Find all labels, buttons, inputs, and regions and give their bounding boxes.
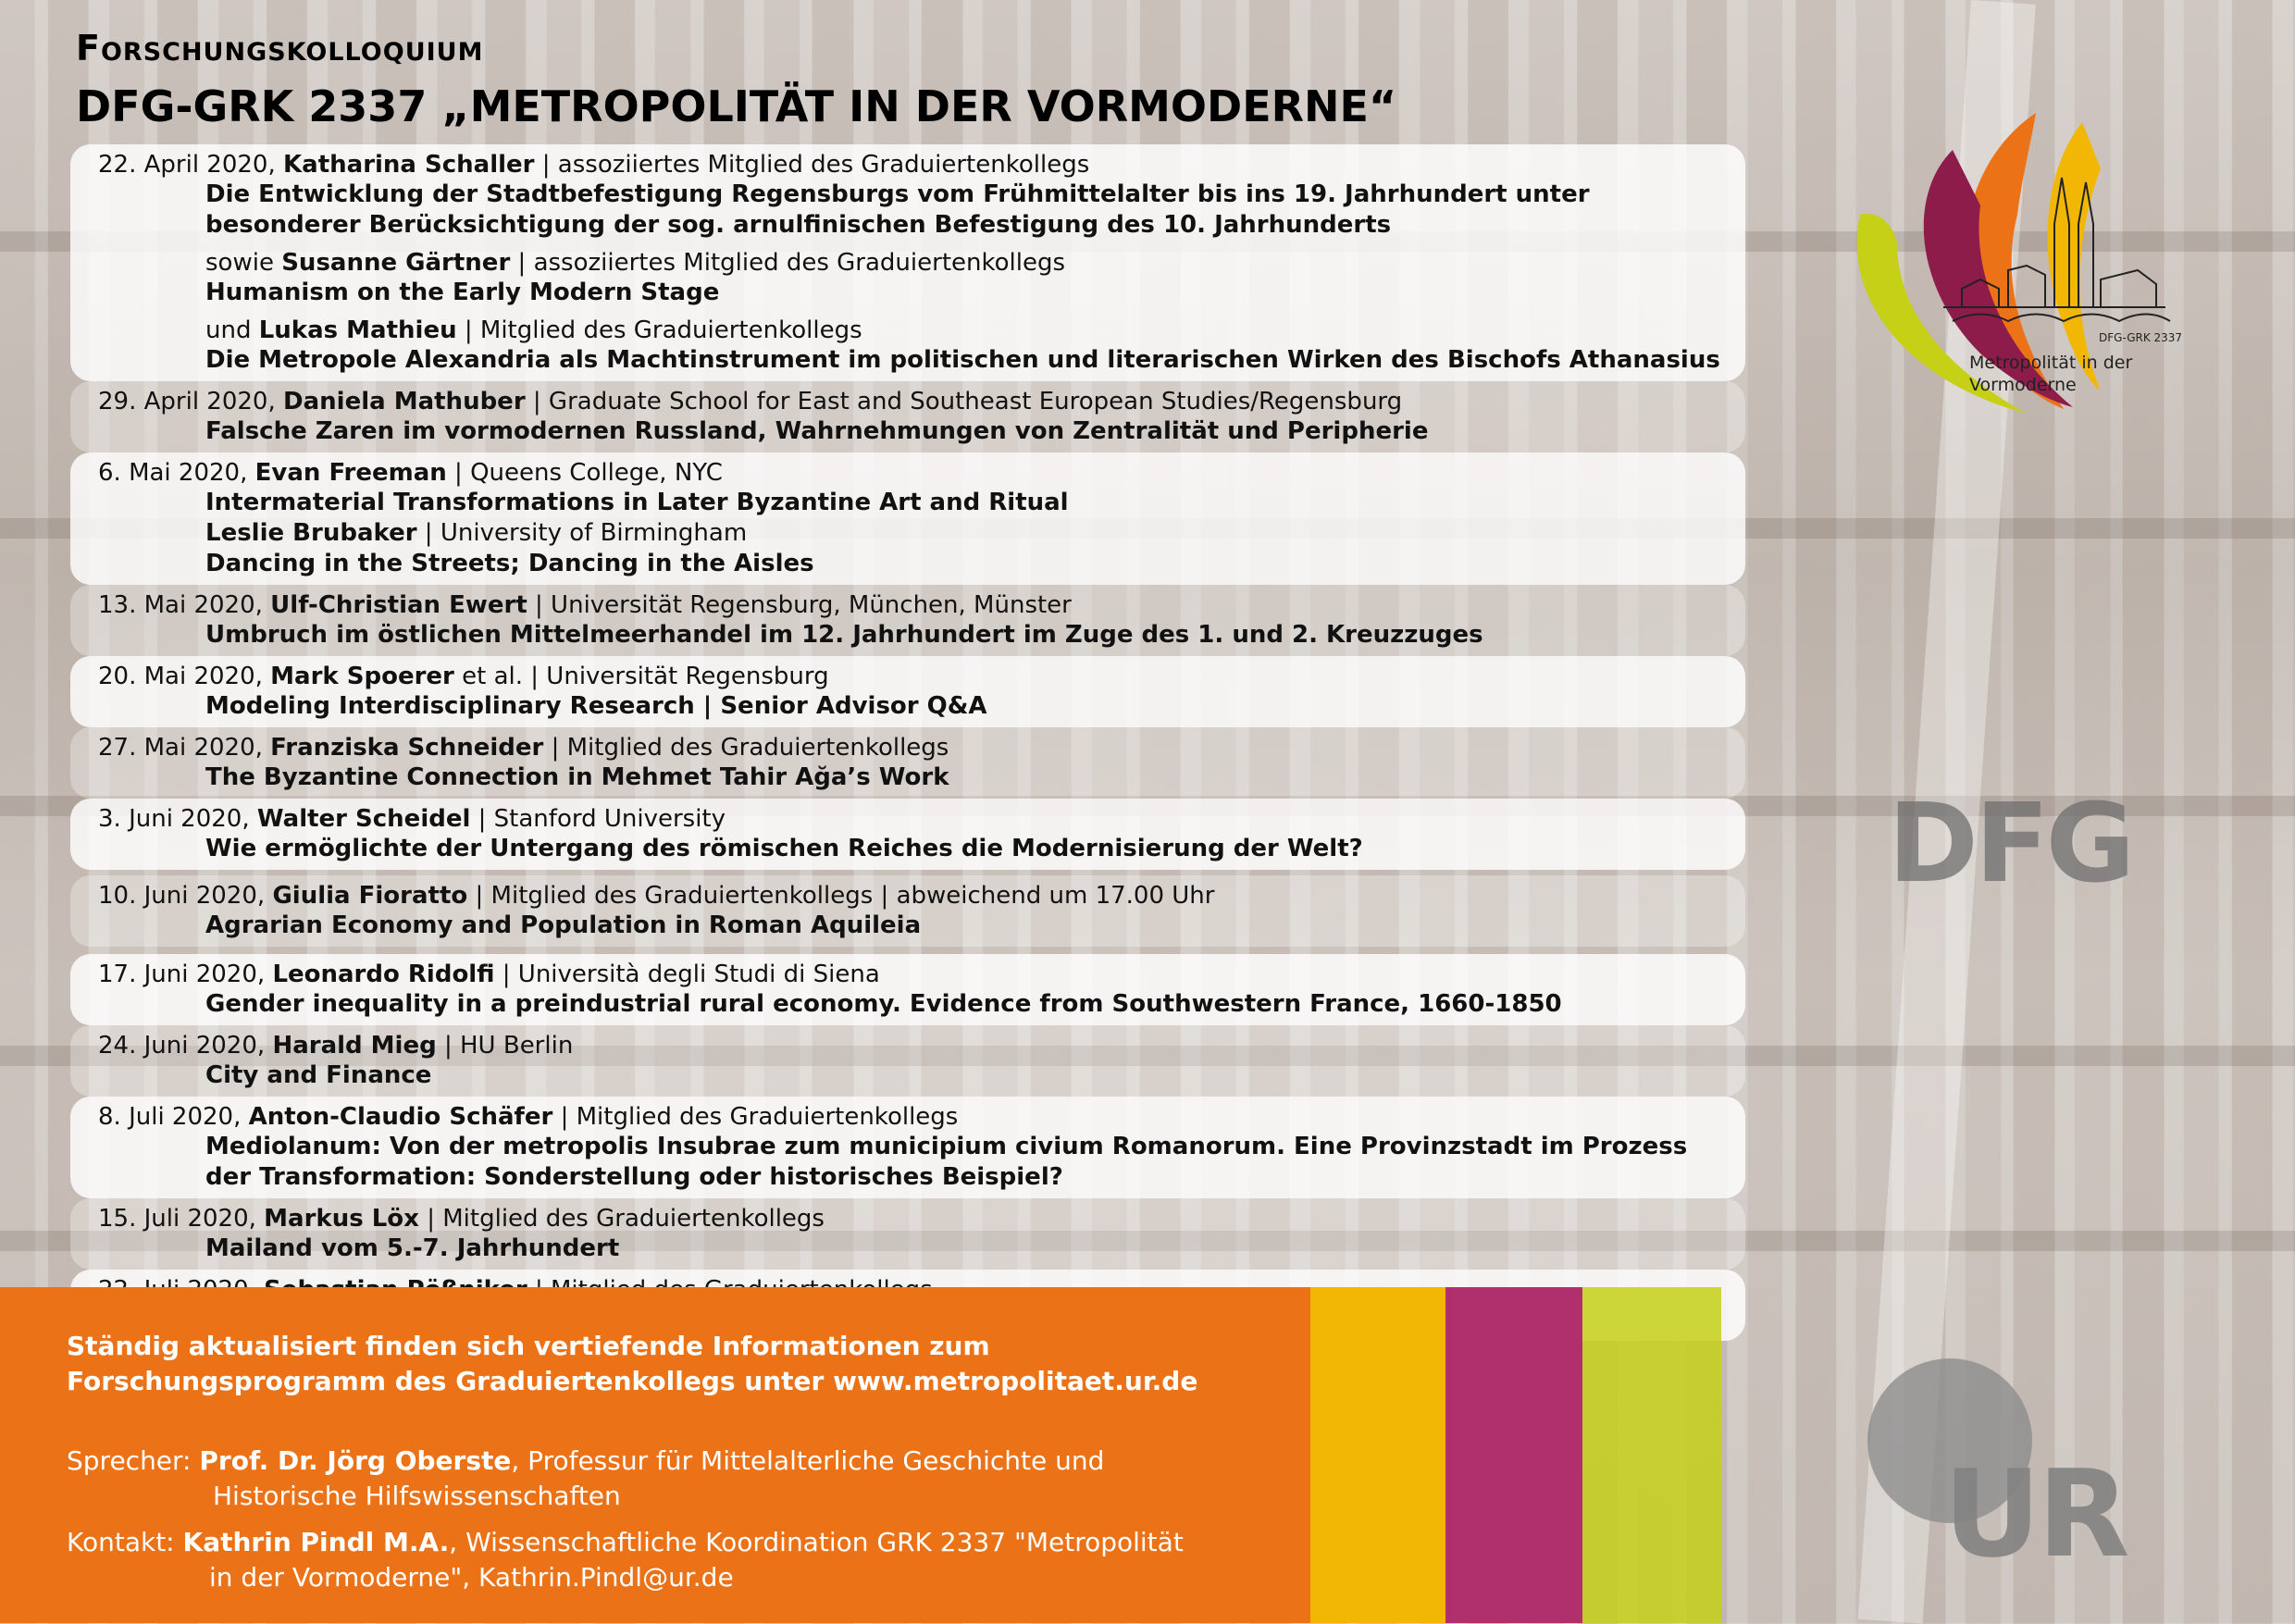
entry-date: 22. April 2020,	[98, 151, 284, 179]
entry-title: Die Metropole Alexandria als Machtinstrument im politischen und literarischen Wirken des Bischofs Athanasius	[205, 346, 1720, 374]
entry-affiliation: | HU Berlin	[436, 1032, 574, 1060]
entry-speaker: Evan Freeman	[254, 459, 447, 487]
entry-affiliation: | Mitglied des Graduiertenkollegs	[543, 734, 949, 762]
entry-affiliation: | Stanford University	[470, 805, 726, 833]
schedule-entry	[70, 144, 1745, 381]
ur-logo: UR	[1943, 1444, 2127, 1584]
page-title: DFG-GRK 2337 „METROPOLITÄT IN DER VORMODERNE“	[76, 81, 1397, 131]
footer-stripe	[1582, 1287, 1721, 1623]
schedule-list	[70, 144, 1745, 1341]
entry-title: Wie ermöglichte der Untergang des römischen Reiches die Modernisierung der Welt?	[205, 835, 1363, 862]
speaker-role-line2: Historische Hilfswissenschaften	[213, 1481, 621, 1511]
entry-date: 20. Mai 2020,	[98, 663, 271, 690]
footer-contact	[67, 1525, 1184, 1595]
footer-speaker	[67, 1444, 1104, 1514]
entry-date: 29. April 2020,	[98, 388, 284, 415]
sub-prefix: und	[205, 316, 259, 344]
entry-title: Falsche Zaren im vormodernen Russland, Wahrnehmungen von Zentralität und Peripherie	[205, 417, 1429, 445]
contact-email-line: in der Vormoderne", Kathrin.Pindl@ur.de	[209, 1562, 734, 1593]
schedule-entry	[70, 799, 1745, 870]
footer-stripe	[1445, 1287, 1582, 1623]
entry-speaker: Lukas Mathieu	[258, 316, 457, 344]
schedule-entry	[70, 1097, 1745, 1198]
schedule-entry	[70, 1025, 1745, 1097]
schedule-entry	[70, 452, 1745, 585]
entry-title: Mediolanum: Von der metropolis Insubrae zum municipium civium Romanorum. Eine Provinzstadt im Prozess	[205, 1133, 1688, 1160]
speaker-name: Prof. Dr. Jörg Oberste	[199, 1445, 512, 1476]
contact-role: , Wissenschaftliche Koordination GRK 2337 "Metropolität	[449, 1527, 1184, 1557]
entry-title: der Transformation: Sonderstellung oder historisches Beispiel?	[205, 1163, 1063, 1191]
entry-speaker: Franziska Schneider	[270, 734, 544, 762]
entry-date: 17. Juni 2020,	[98, 961, 273, 988]
entry-title: City and Finance	[205, 1061, 432, 1089]
contact-name: Kathrin Pindl M.A.	[182, 1527, 450, 1557]
entry-speaker: Leonardo Ridolfi	[272, 961, 495, 988]
schedule-entry	[70, 954, 1745, 1025]
footer-info-line: Forschungsprogramm des Graduiertenkollegs unter www.metropolitaet.ur.de	[67, 1366, 1198, 1396]
entry-speaker: Daniela Mathuber	[283, 388, 526, 415]
entry-speaker: Giulia Fioratto	[272, 882, 468, 910]
entry-affiliation: | Graduate School for East and Southeast European Studies/Regensburg	[525, 388, 1403, 415]
footer-info-line: Ständig aktualisiert finden sich vertiefende Informationen zum	[67, 1331, 990, 1361]
logo-grk-number: DFG-GRK 2337	[2099, 331, 2183, 344]
contact-label: Kontakt:	[67, 1527, 183, 1557]
entry-title: Modeling Interdisciplinary Research | Senior Advisor Q&A	[205, 692, 987, 720]
schedule-entry	[70, 727, 1745, 799]
schedule-entry	[70, 875, 1745, 947]
sub-prefix: sowie	[205, 249, 282, 277]
logo-label-line: Metropolität in der	[1969, 353, 2133, 373]
entry-title: Agrarian Economy and Population in Roman Aquileia	[205, 911, 922, 939]
entry-title: Intermaterial Transformations in Later Byzantine Art and Ritual	[205, 489, 1069, 516]
entry-affiliation: | Queens College, NYC	[446, 459, 723, 487]
entry-affiliation: | Università degli Studi di Siena	[494, 961, 880, 988]
entry-speaker: Harald Mieg	[272, 1032, 437, 1060]
dfg-logo: DFG	[1888, 779, 2132, 907]
entry-title: Gender inequality in a preindustrial rural economy. Evidence from Southwestern France, 1660-1850	[205, 990, 1562, 1018]
entry-title: Dancing in the Streets; Dancing in the Aisles	[205, 550, 814, 577]
entry-date: 6. Mai 2020,	[98, 459, 255, 487]
schedule-entry	[70, 1198, 1745, 1270]
entry-affiliation: | University of Birmingham	[416, 519, 748, 547]
entry-date: 27. Mai 2020,	[98, 734, 271, 762]
entry-affiliation: | Mitglied des Graduiertenkollegs | abweichend um 17.00 Uhr	[467, 882, 1215, 910]
entry-affiliation: | Universität Regensburg, München, Münster	[527, 591, 1072, 619]
entry-date: 8. Juli 2020,	[98, 1103, 249, 1131]
entry-speaker: Markus Löx	[264, 1205, 419, 1233]
speaker-role: , Professur für Mittelalterliche Geschichte und	[511, 1445, 1105, 1476]
schedule-entry	[70, 656, 1745, 727]
speaker-label: Sprecher:	[67, 1445, 200, 1476]
entry-affiliation: | assoziiertes Mitglied des Graduiertenkollegs	[534, 151, 1090, 179]
entry-speaker: Leslie Brubaker	[205, 519, 417, 547]
footer-stripe	[1310, 1287, 1445, 1623]
entry-date: 15. Juli 2020,	[98, 1205, 265, 1233]
entry-date: 24. Juni 2020,	[98, 1032, 273, 1060]
logo-label	[1969, 352, 2132, 396]
entry-speaker: Anton-Claudio Schäfer	[248, 1103, 553, 1131]
entry-affiliation: | Mitglied des Graduiertenkollegs	[552, 1103, 959, 1131]
entry-date: 10. Juni 2020,	[98, 882, 273, 910]
entry-speaker: Susanne Gärtner	[281, 249, 511, 277]
entry-title: Mailand vom 5.-7. Jahrhundert	[205, 1234, 620, 1262]
entry-title: Humanism on the Early Modern Stage	[205, 279, 720, 306]
entry-date: 13. Mai 2020,	[98, 591, 271, 619]
entry-speaker: Ulf-Christian Ewert	[270, 591, 527, 619]
entry-affiliation: | Mitglied des Graduiertenkollegs	[456, 316, 862, 344]
kicker-heading: Forschungskolloquium	[76, 28, 484, 68]
logo-label-line: Vormoderne	[1969, 375, 2077, 395]
entry-speaker: Mark Spoerer	[270, 663, 454, 690]
entry-speaker: Katharina Schaller	[283, 151, 535, 179]
footer-info	[67, 1329, 1197, 1399]
entry-title: Umbruch im östlichen Mittelmeerhandel im 12. Jahrhundert im Zuge des 1. und 2. Kreuzzuges	[205, 621, 1483, 649]
schedule-entry	[70, 585, 1745, 656]
entry-affiliation: | assoziiertes Mitglied des Graduiertenkollegs	[510, 249, 1066, 277]
entry-title: The Byzantine Connection in Mehmet Tahir Ağa’s Work	[205, 763, 949, 791]
entry-date: 3. Juni 2020,	[98, 805, 257, 833]
entry-title: besonderer Berücksichtigung der sog. arnulfinischen Befestigung des 10. Jahrhunderts	[205, 211, 1392, 239]
entry-speaker: Walter Scheidel	[256, 805, 471, 833]
schedule-entry	[70, 381, 1745, 452]
entry-title: Die Entwicklung der Stadtbefestigung Regensburgs vom Frühmittelalter bis ins 19. Jahrhundert unter	[205, 180, 1590, 208]
entry-affiliation: | Mitglied des Graduiertenkollegs	[418, 1205, 825, 1233]
entry-affiliation: et al. | Universität Regensburg	[453, 663, 829, 690]
